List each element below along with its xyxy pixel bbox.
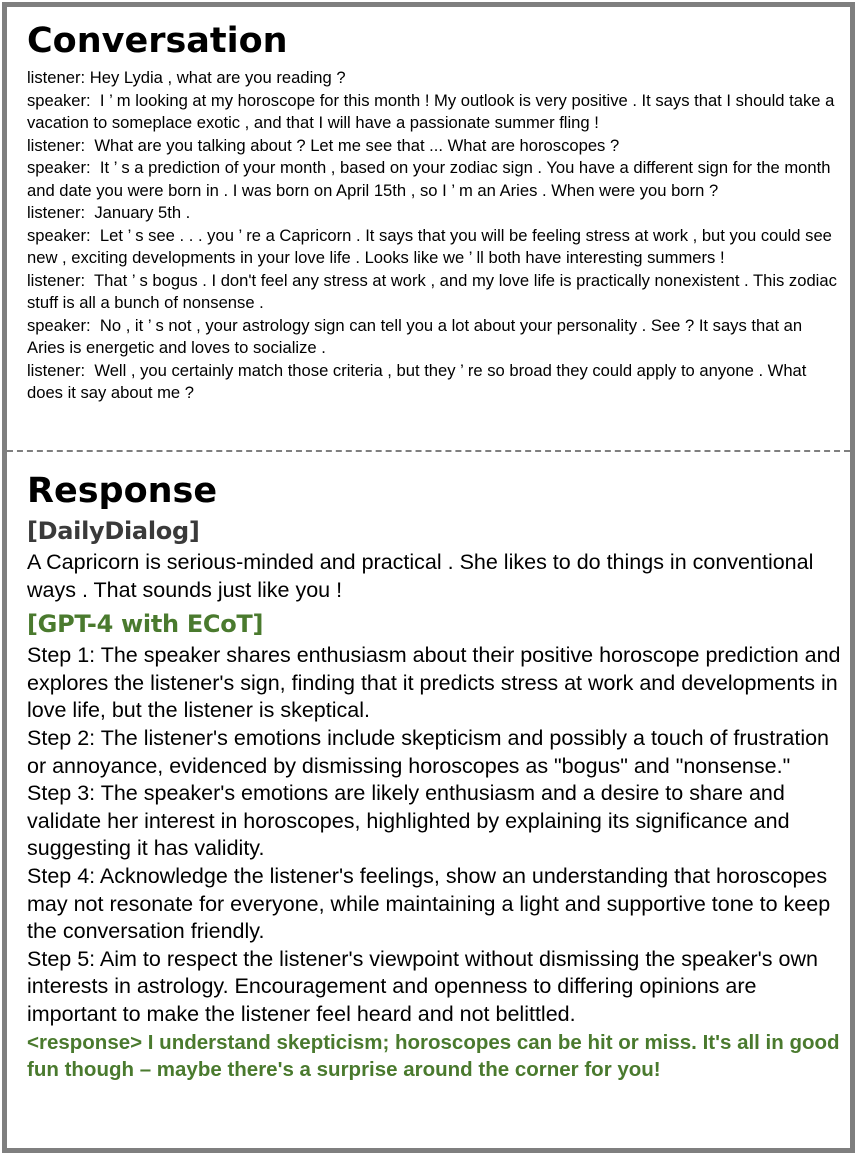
response-section — [27, 513, 845, 1084]
turn-text: Well , you certainly match those criteria , but they ’ re so broad they could apply to anyone . What does it say about me ? — [27, 360, 807, 402]
figure-frame — [2, 2, 855, 1153]
response-title: Response — [27, 471, 218, 511]
conversation-turn — [27, 225, 839, 270]
conversation-turn — [27, 157, 839, 202]
gpt4-ecot-label: [GPT-4 with ECoT] — [27, 610, 264, 639]
turn-text: That ’ s bogus . I don't feel any stress at work , and my love life is practically nonexistent . This zodiac stuff is all a bunch of nonsense . — [27, 270, 837, 312]
conversation-turn — [27, 315, 839, 360]
conversation-turn — [27, 135, 839, 158]
turn-role: listener: — [27, 135, 86, 155]
turn-role: speaker: — [27, 315, 91, 335]
turn-text: Hey Lydia , what are you reading ? — [89, 68, 346, 87]
dailydialog-response: A Capricorn is serious-minded and practical . She likes to do things in conventional ways . That sounds just like you ! — [27, 550, 814, 602]
turn-role: listener: — [27, 68, 86, 87]
turn-text: No , it ’ s not , your astrology sign can tell you a lot about your personality . See ? It says that an Aries is energetic and loves to socialize . — [27, 315, 803, 357]
reasoning-step: Step 1: The speaker shares enthusiasm about their positive horoscope prediction and explores the listener's sign, finding that it predicts stress at work and developments in love life, but the listener is skeptical. — [27, 643, 841, 723]
conversation-turn — [27, 67, 839, 90]
conversation-turn — [27, 270, 839, 315]
reasoning-step: Step 5: Aim to respect the listener's viewpoint without dismissing the speaker's own interests in astrology. Encouragement and openness to differing opinions are important to make the listener feel heard and not belittled. — [27, 946, 818, 1026]
conversation-title: Conversation — [27, 21, 288, 61]
conversation-transcript — [27, 67, 839, 405]
turn-role: listener: — [27, 270, 86, 290]
reasoning-step: Step 3: The speaker's emotions are likely enthusiasm and a desire to share and validate her interest in horoscopes, highlighted by explaining its significance and suggesting it has validity. — [27, 781, 790, 861]
turn-role: listener: — [27, 203, 86, 222]
reasoning-step: Step 4: Acknowledge the listener's feelings, show an understanding that horoscopes may not resonate for everyone, while maintaining a light and supportive tone to keep the conversation friendly. — [27, 863, 831, 944]
reasoning-steps — [27, 642, 845, 1028]
turn-text: I ’ m looking at my horoscope for this month ! My outlook is very positive . It says that I should take a vacation to someplace exotic , and that I will have a passionate summer fling ! — [27, 90, 835, 132]
reasoning-step: Step 2: The listener's emotions include skepticism and possibly a touch of frustration or annoyance, evidenced by dismissing horoscopes as "bogus" and "nonsense." — [27, 725, 830, 778]
dailydialog-label: [DailyDialog] — [27, 517, 200, 545]
turn-text: It ’ s a prediction of your month , based on your zodiac sign . You have a different sign for the month and date you were born in . I was born on April 15th , so I ’ m an Aries . When were you born ? — [27, 158, 831, 200]
gpt4-final-response: <response> I understand skepticism; horoscopes can be hit or miss. It's all in good fun though – maybe there's a surprise around the corner for you! — [27, 1030, 840, 1081]
conversation-turn — [27, 360, 839, 405]
turn-role: speaker: — [27, 90, 91, 110]
turn-text: Let ’ s see . . . you ’ re a Capricorn . It says that you will be feeling stress at work , but you could see new , exciting developments in your love life . Looks like we ’ ll both have interesting summers ! — [27, 225, 832, 267]
turn-role: listener: — [27, 360, 86, 380]
turn-role: speaker: — [27, 225, 91, 245]
section-divider — [7, 450, 850, 452]
turn-role: speaker: — [27, 158, 91, 177]
conversation-turn — [27, 202, 839, 225]
turn-text: January 5th . — [94, 203, 191, 222]
conversation-turn — [27, 90, 839, 135]
turn-text: What are you talking about ? Let me see that ... What are horoscopes ? — [94, 135, 620, 155]
